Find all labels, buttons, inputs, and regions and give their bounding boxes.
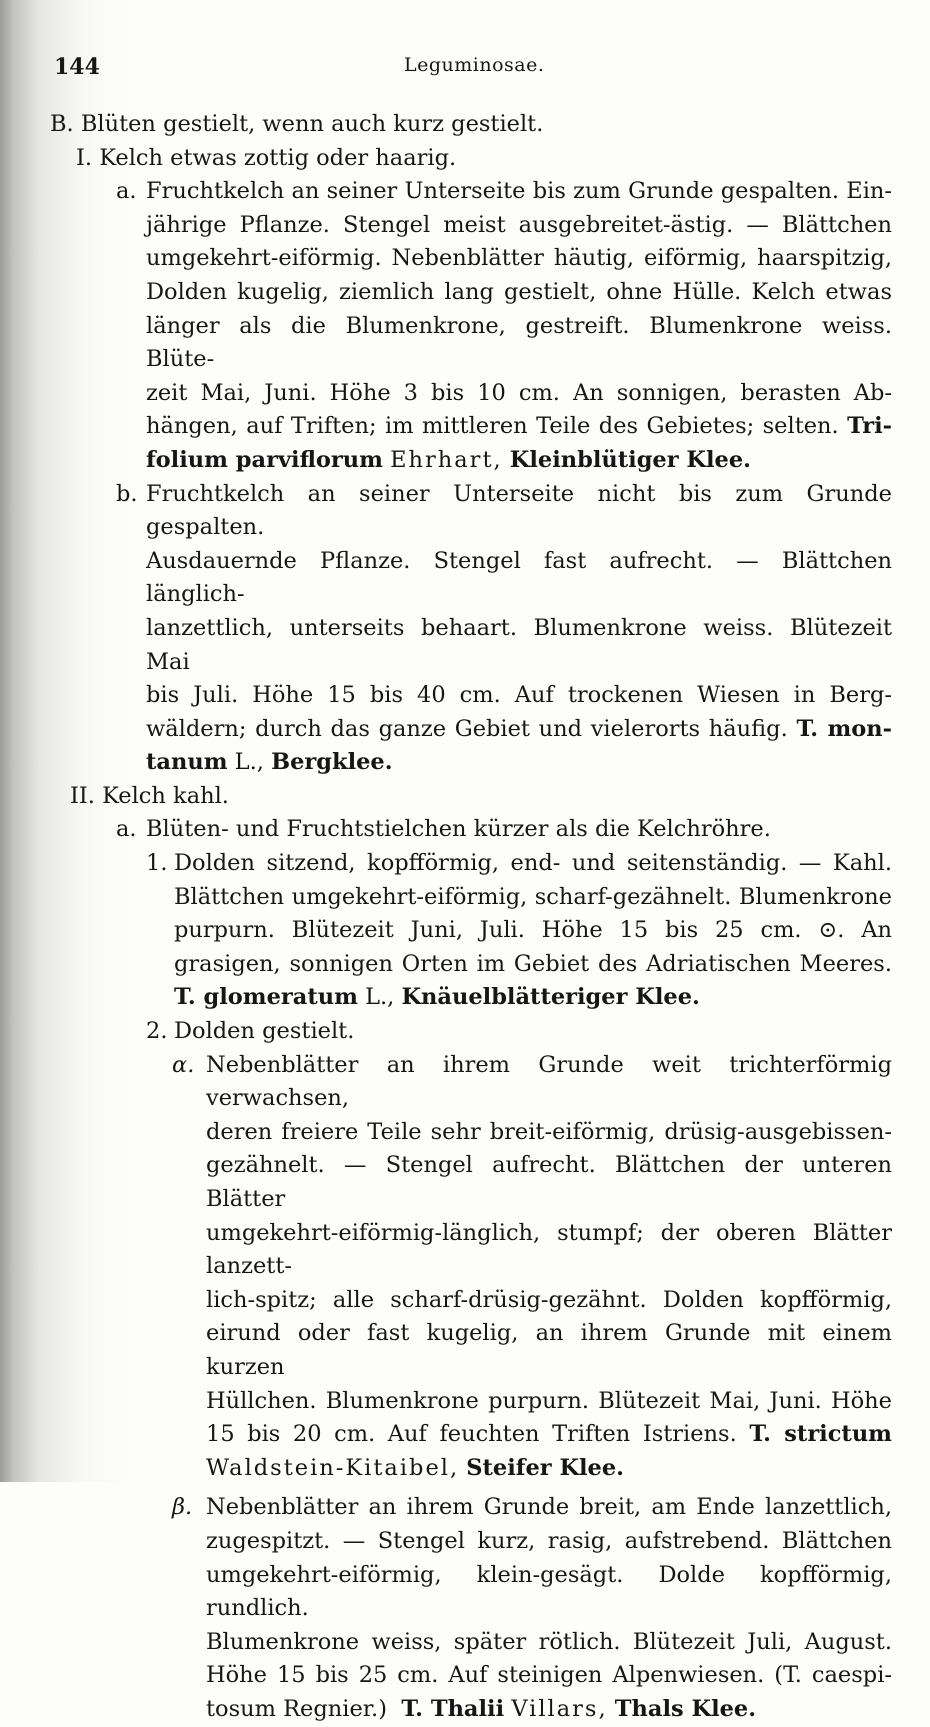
common-name: Steifer Klee. bbox=[466, 1454, 625, 1481]
text-line: zeit Mai, Juni. Höhe 3 bis 10 cm. An sonnigen, berasten Ab- bbox=[146, 379, 892, 406]
text-line: deren freiere Teile sehr breit-eiförmig, drüsig-ausgebissen- bbox=[206, 1118, 892, 1145]
text-fragment: wäldern; durch das ganze Gebiet und vielerorts häufig. bbox=[146, 715, 788, 742]
text-line: Ausdauernde Pflanze. Stengel fast aufrecht. — Blättchen länglich- bbox=[146, 547, 892, 608]
section-B bbox=[50, 108, 892, 142]
text-line bbox=[206, 1452, 892, 1486]
species-name: T. strictum bbox=[749, 1421, 892, 1448]
text-line: Fruchtkelch an seiner Unterseite nicht bis zum Grunde gespalten. bbox=[146, 480, 892, 541]
text-fragment: tosum Regnier.) bbox=[206, 1695, 387, 1722]
entry-beta bbox=[50, 1491, 892, 1726]
text-line: Nebenblätter an ihrem Grunde breit, am Ende lanzettlich, bbox=[206, 1494, 892, 1521]
page-header bbox=[54, 54, 890, 84]
text-line: lich-spitz; alle scharf-drüsig-gezähnt. Dolden kopfförmig, bbox=[206, 1286, 892, 1313]
section-text: Kelch kahl. bbox=[102, 782, 229, 809]
entry-label: β. bbox=[172, 1494, 193, 1521]
text-line bbox=[146, 713, 892, 747]
text-line: Hüllchen. Blumenkrone purpurn. Blütezeit Mai, Juni. Höhe bbox=[206, 1387, 892, 1414]
author: Ehrhart, bbox=[390, 446, 503, 473]
entry-label: b. bbox=[116, 480, 138, 507]
section-label: B. bbox=[50, 111, 74, 137]
entry-Ia bbox=[50, 175, 892, 477]
common-name: Bergklee. bbox=[271, 749, 393, 776]
entry-alpha bbox=[50, 1049, 892, 1486]
body-text bbox=[50, 108, 892, 1727]
text-fragment: hängen, auf Triften; im mittleren Teile des Gebietes; selten. bbox=[146, 413, 839, 440]
text-line bbox=[146, 444, 892, 478]
text-line: Dolden kugelig, ziemlich lang gestielt, ohne Hülle. Kelch etwas bbox=[146, 278, 892, 305]
author: L., bbox=[365, 984, 395, 1011]
species-name: folium parviflorum bbox=[146, 446, 383, 473]
text-line: Blättchen umgekehrt-eiförmig, scharf-gezähnelt. Blumenkrone bbox=[174, 883, 892, 910]
author: L., bbox=[234, 749, 264, 776]
text-line bbox=[146, 410, 892, 444]
entry-label: a. bbox=[116, 816, 137, 843]
text-line: grasigen, sonnigen Orten im Gebiet des Adriatischen Meeres. bbox=[174, 950, 892, 977]
text-line: bis Juli. Höhe 15 bis 40 cm. Auf trockenen Wiesen in Berg- bbox=[146, 682, 892, 709]
entry-2 bbox=[50, 1015, 892, 1049]
running-title: Leguminosae. bbox=[404, 54, 545, 76]
text-line: Fruchtkelch an seiner Unterseite bis zum Grunde gespalten. Ein- bbox=[146, 178, 892, 205]
subsection-I bbox=[50, 142, 892, 176]
text-line: umgekehrt-eiförmig-länglich, stumpf; der oberen Blätter lanzett- bbox=[206, 1219, 892, 1280]
text-line: purpurn. Blütezeit Juni, Juli. Höhe 15 bis 25 cm. ⊙. An bbox=[174, 917, 892, 944]
entry-Ib bbox=[50, 478, 892, 780]
section-label: I. bbox=[76, 144, 93, 171]
text-line: Dolden sitzend, kopfförmig, end- und seitenständig. — Kahl. bbox=[174, 850, 892, 877]
entry-label: α. bbox=[172, 1051, 195, 1078]
text-line: jährige Pflanze. Stengel meist ausgebreitet-ästig. — Blättchen bbox=[146, 211, 892, 238]
page-number: 144 bbox=[54, 54, 100, 80]
species-name: T. glomeratum bbox=[174, 984, 358, 1011]
text-line: lanzettlich, unterseits behaart. Blumenkrone weiss. Blütezeit Mai bbox=[146, 614, 892, 675]
section-text: Kelch etwas zottig oder haarig. bbox=[99, 144, 457, 171]
species-name: tanum bbox=[146, 749, 228, 776]
entry-label: a. bbox=[116, 178, 137, 205]
entry-IIa bbox=[50, 813, 892, 847]
entry-label: 1. bbox=[146, 850, 168, 877]
text-line: eirund oder fast kugelig, an ihrem Grunde mit einem kurzen bbox=[206, 1320, 892, 1380]
entry-label: 2. bbox=[146, 1018, 168, 1045]
author: Waldstein-Kitaibel, bbox=[206, 1454, 460, 1481]
text-line bbox=[206, 1418, 892, 1452]
text-line: umgekehrt-eiförmig, klein-gesägt. Dolde kopfförmig, rundlich. bbox=[206, 1561, 892, 1622]
species-name: T. Thalii bbox=[401, 1695, 505, 1722]
text-line bbox=[206, 1693, 892, 1727]
text-line: Nebenblätter an ihrem Grunde weit trichterförmig verwachsen, bbox=[206, 1051, 892, 1112]
common-name: Kleinblütiger Klee. bbox=[509, 446, 752, 473]
author: Villars, bbox=[511, 1695, 608, 1722]
text-line: Höhe 15 bis 25 cm. Auf steinigen Alpenwiesen. (T. caespi- bbox=[206, 1662, 892, 1689]
entry-1 bbox=[50, 847, 892, 1015]
text-line bbox=[146, 746, 892, 780]
text-line bbox=[174, 981, 892, 1015]
text-line: Dolden gestielt. bbox=[174, 1018, 355, 1045]
common-name: Knäuelblätteriger Klee. bbox=[401, 984, 700, 1011]
text-line: umgekehrt-eiförmig. Nebenblätter häutig, eiförmig, haarspitzig, bbox=[146, 245, 892, 272]
text-fragment: 15 bis 20 cm. Auf feuchten Triften Istriens. bbox=[206, 1421, 737, 1448]
text-line: gezähnelt. — Stengel aufrecht. Blättchen der unteren Blätter bbox=[206, 1152, 892, 1212]
subsection-II bbox=[50, 780, 892, 814]
species-name: Tri- bbox=[847, 413, 892, 440]
text-line: Blüten- und Fruchtstielchen kürzer als die Kelchröhre. bbox=[146, 816, 771, 843]
section-text: Blüten gestielt, wenn auch kurz gestielt. bbox=[80, 111, 544, 137]
text-line: länger als die Blumenkrone, gestreift. Blumenkrone weiss. Blüte- bbox=[146, 312, 892, 373]
species-name: T. mon- bbox=[796, 715, 892, 742]
section-label: II. bbox=[70, 782, 95, 809]
text-line: zugespitzt. — Stengel kurz, rasig, aufstrebend. Blättchen bbox=[206, 1527, 892, 1554]
common-name: Thals Klee. bbox=[614, 1695, 757, 1722]
text-line: Blumenkrone weiss, später rötlich. Blütezeit Juli, August. bbox=[206, 1628, 892, 1655]
